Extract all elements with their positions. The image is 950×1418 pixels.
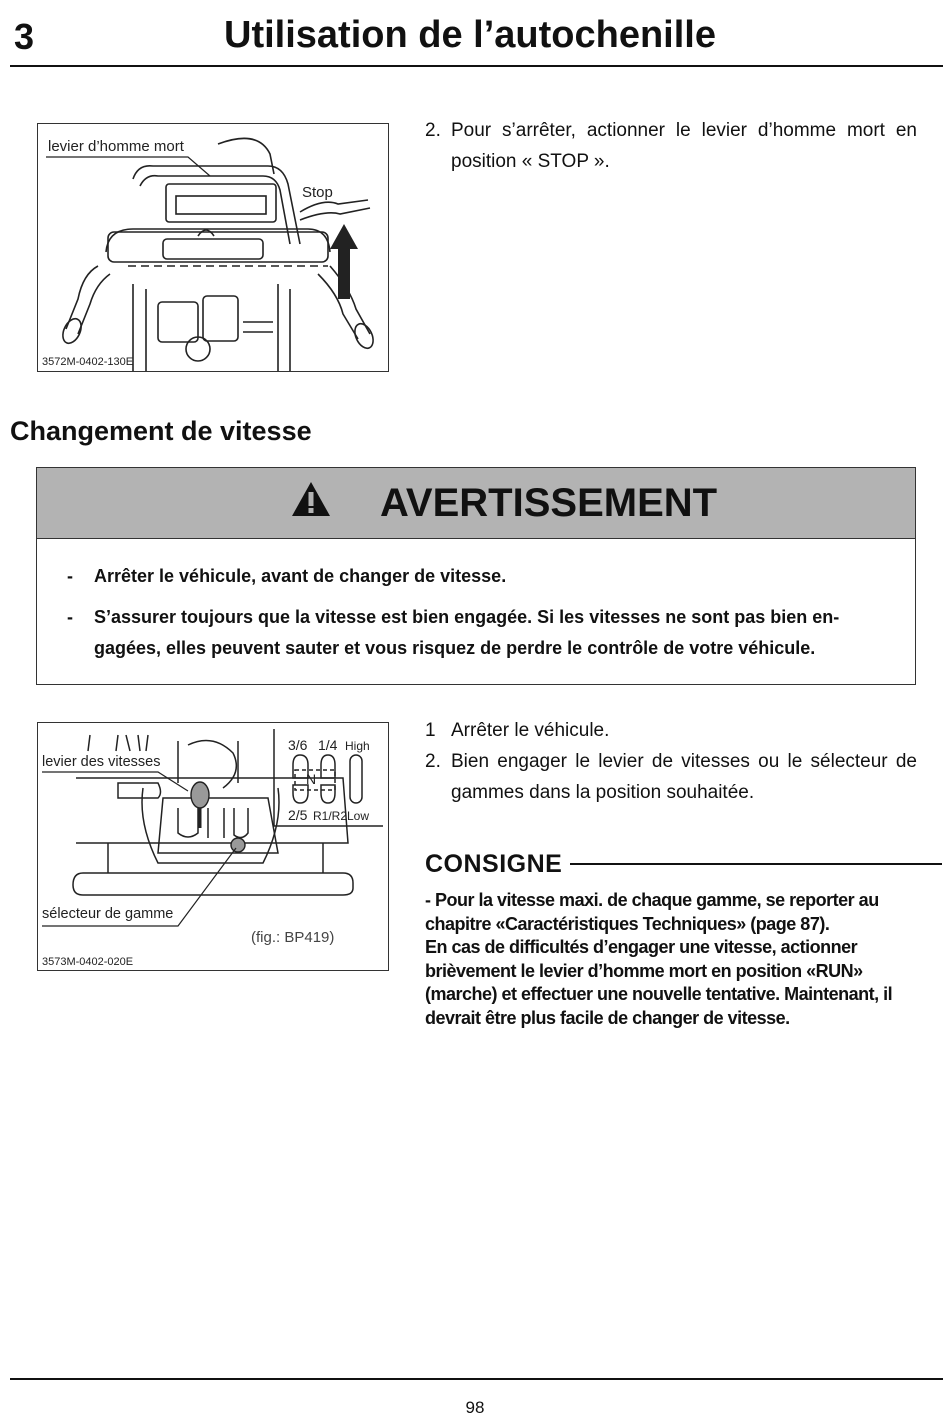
label-range-selector: sélecteur de gamme bbox=[42, 906, 174, 922]
chapter-title: Utilisation de l’autochenille bbox=[224, 14, 716, 56]
warning-item-line2: gagées, elles peuvent sauter et vous risquez de perdre le contrôle de votre véhicule. bbox=[94, 638, 816, 658]
gear-label-2-5: 2/5 bbox=[288, 807, 308, 823]
step-text-line1: Bien engager le levier de vitesses ou le sélecteur de bbox=[451, 751, 917, 772]
warning-item-line1: Arrêter le véhicule, avant de changer de vitesse. bbox=[94, 566, 507, 586]
step-number: 1 bbox=[425, 720, 436, 741]
gear-label-1-4: 1/4 bbox=[318, 737, 338, 753]
gear-label-high: High bbox=[345, 739, 370, 753]
figure-gear-lever bbox=[37, 722, 389, 971]
label-gear-lever: levier des vitesses bbox=[42, 754, 161, 770]
deadman-lever-illustration bbox=[38, 124, 388, 371]
gear-label-neutral: N bbox=[306, 771, 317, 787]
label-deadman-lever: levier d’homme mort bbox=[48, 138, 184, 155]
consigne-line: brièvement le levier d’homme mort en position «RUN» bbox=[425, 960, 863, 981]
figure-reference: (fig.: BP419) bbox=[251, 929, 335, 946]
step-text-line1: Arrêter le véhicule. bbox=[451, 720, 610, 741]
warning-header bbox=[37, 468, 915, 539]
figure-deadman-lever bbox=[37, 123, 389, 372]
warning-box bbox=[36, 467, 916, 685]
step-item bbox=[425, 746, 925, 808]
consigne-title: CONSIGNE bbox=[425, 850, 563, 878]
consigne-rule bbox=[570, 863, 942, 865]
step-number: 2. bbox=[425, 751, 441, 772]
warning-item-line1: S’assurer toujours que la vitesse est bien engagée. Si les vitesses ne sont pas bien en- bbox=[94, 607, 840, 627]
warning-bullet: - bbox=[67, 566, 73, 586]
consigne-line: En cas de difficultés d’engager une vitesse, actionner bbox=[425, 937, 858, 957]
chapter-number: 3 bbox=[14, 16, 35, 57]
gear-label-r1-r2: R1/R2 bbox=[313, 809, 348, 823]
footer-rule bbox=[10, 1378, 943, 1380]
warning-triangle-icon bbox=[291, 481, 331, 517]
step-text-line2: gammes dans la position souhaitée. bbox=[451, 782, 755, 803]
warning-bullet: - bbox=[67, 607, 73, 627]
page-number: 98 bbox=[465, 1398, 485, 1417]
gear-label-3-6: 3/6 bbox=[288, 737, 308, 753]
consigne-line: (marche) et effectuer une nouvelle tentative. Maintenant, il bbox=[425, 984, 893, 1004]
step-stop bbox=[425, 115, 925, 177]
section-title: Changement de vitesse bbox=[10, 416, 312, 446]
header-rule bbox=[10, 65, 943, 67]
step-item bbox=[425, 715, 925, 746]
gear-label-low: Low bbox=[347, 809, 370, 823]
step-number: 2. bbox=[425, 120, 441, 141]
figure-code: 3573M-0402-020E bbox=[42, 956, 134, 968]
consigne-line: - Pour la vitesse maxi. de chaque gamme, se reporter au bbox=[425, 890, 879, 910]
consigne-line: chapitre «Caractéristiques Techniques» (page 87). bbox=[425, 913, 830, 934]
step-text-line2: position « STOP ». bbox=[451, 151, 610, 172]
label-stop: Stop bbox=[302, 184, 333, 201]
consigne-body bbox=[425, 889, 925, 1030]
figure-code: 3572M-0402-130E bbox=[42, 356, 134, 368]
consigne-line: devrait être plus facile de changer de vitesse. bbox=[425, 1007, 790, 1028]
warning-title: AVERTISSEMENT bbox=[380, 481, 718, 525]
step-text-line1: Pour s’arrêter, actionner le levier d’homme mort en bbox=[451, 120, 917, 141]
